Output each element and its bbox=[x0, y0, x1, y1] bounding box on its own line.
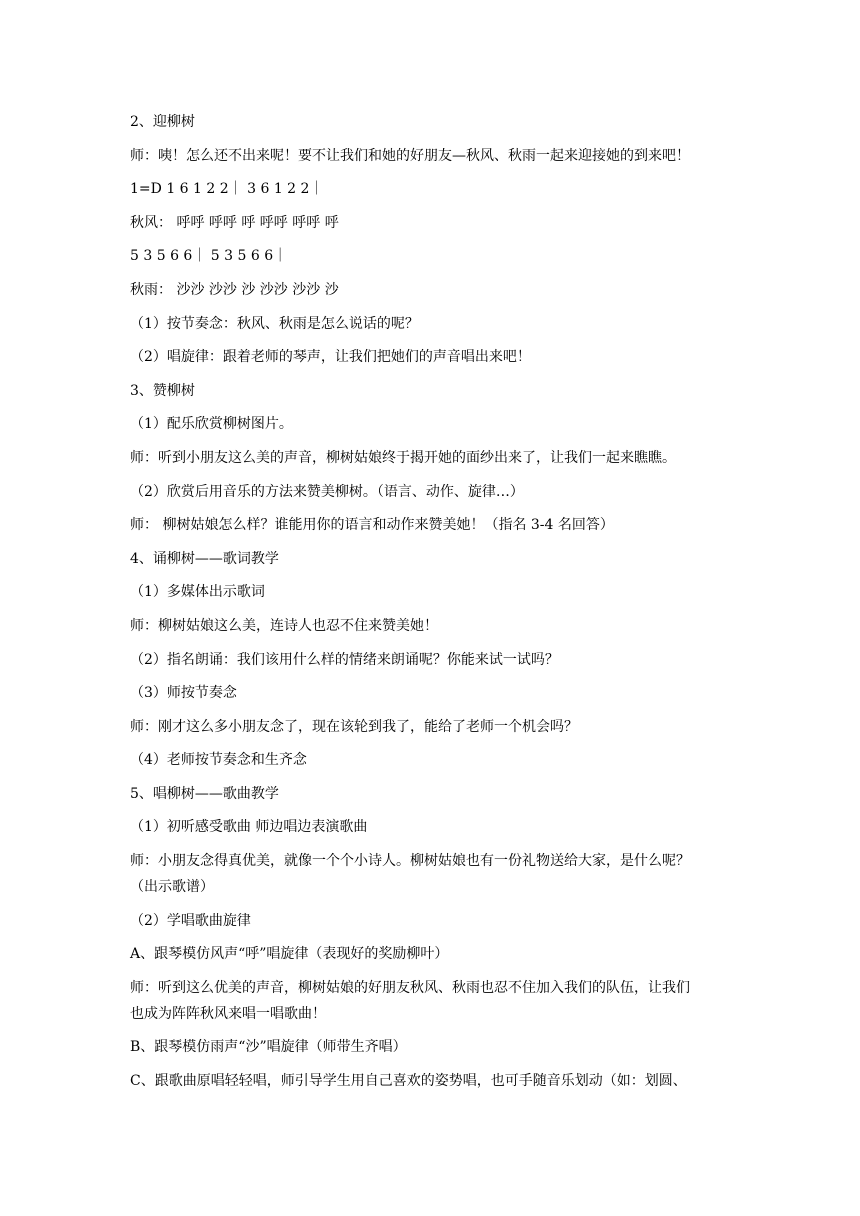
list-item: （1）多媒体出示歌词 bbox=[130, 584, 265, 601]
section-heading-sing-willow: 5、唱柳树——歌曲教学 bbox=[130, 785, 279, 802]
list-item: C、跟歌曲原唱轻轻唱，师引导学生用自己喜欢的姿势唱，也可手随音乐划动（如：划圆、 bbox=[130, 1073, 687, 1090]
list-item: （2）指名朗诵：我们该用什么样的情绪来朗诵呢？你能来试一试吗？ bbox=[130, 651, 559, 668]
lyrics-autumn-rain: 秋雨： 沙沙 沙沙 沙 沙沙 沙沙 沙 bbox=[130, 281, 339, 298]
list-item: （1）初听感受歌曲 师边唱边表演歌曲 bbox=[130, 819, 368, 836]
paragraph: 师：听到这么优美的声音，柳树姑娘的好朋友秋风、秋雨也忍不住加入我们的队伍，让我们 bbox=[130, 979, 690, 996]
paragraph: 师：柳树姑娘这么美，连诗人也忍不住来赞美她！ bbox=[130, 617, 438, 634]
paragraph: 师： 柳树姑娘怎么样？谁能用你的语言和动作来赞美她！（指名 3-4 名回答） bbox=[130, 517, 614, 534]
section-heading-praise-willow: 3、赞柳树 bbox=[130, 382, 195, 399]
paragraph: 师：小朋友念得真优美，就像一个个小诗人。柳树姑娘也有一份礼物送给大家，是什么呢？ bbox=[130, 853, 690, 870]
lyrics-autumn-wind: 秋风： 呼呼 呼呼 呼 呼呼 呼呼 呼 bbox=[130, 214, 339, 231]
paragraph: 师：咦！怎么还不出来呢！要不让我们和她的好朋友—秋风、秋雨一起来迎接她的到来吧！ bbox=[130, 147, 690, 164]
list-item: （1）按节奏念：秋风、秋雨是怎么说话的呢？ bbox=[130, 315, 419, 332]
list-item: B、跟琴模仿雨声“沙”唱旋律（师带生齐唱） bbox=[130, 1039, 407, 1056]
music-notation: 1=D 1 6 1 2 2｜ 3 6 1 2 2｜ bbox=[130, 181, 324, 198]
list-item: A、跟琴模仿风声“呼”唱旋律（表现好的奖励柳叶） bbox=[130, 946, 449, 963]
list-item: （1）配乐欣赏柳树图片。 bbox=[130, 416, 293, 433]
paragraph: 师：听到小朋友这么美的声音，柳树姑娘终于揭开她的面纱出来了，让我们一起来瞧瞧。 bbox=[130, 449, 676, 466]
list-item: （4）老师按节奏念和生齐念 bbox=[130, 752, 307, 769]
section-heading-welcome-willow: 2、迎柳树 bbox=[130, 114, 195, 130]
list-item: （3）师按节奏念 bbox=[130, 685, 237, 702]
music-notation: 5 3 5 6 6｜ 5 3 5 6 6｜ bbox=[130, 248, 288, 265]
list-item: （2）唱旋律：跟着老师的琴声，让我们把她们的声音唱出来吧！ bbox=[130, 349, 531, 366]
list-item: （2）学唱歌曲旋律 bbox=[130, 912, 251, 929]
list-item: （2）欣赏后用音乐的方法来赞美柳树。（语言、动作、旋律…） bbox=[130, 483, 524, 500]
paragraph-continuation: （出示歌谱） bbox=[130, 879, 214, 896]
paragraph-continuation: 也成为阵阵秋风来唱一唱歌曲！ bbox=[130, 1005, 326, 1022]
paragraph: 师：刚才这么多小朋友念了，现在该轮到我了，能给了老师一个机会吗？ bbox=[130, 718, 578, 735]
section-heading-recite-willow: 4、诵柳树——歌词教学 bbox=[130, 550, 279, 567]
document-body bbox=[130, 109, 740, 1102]
